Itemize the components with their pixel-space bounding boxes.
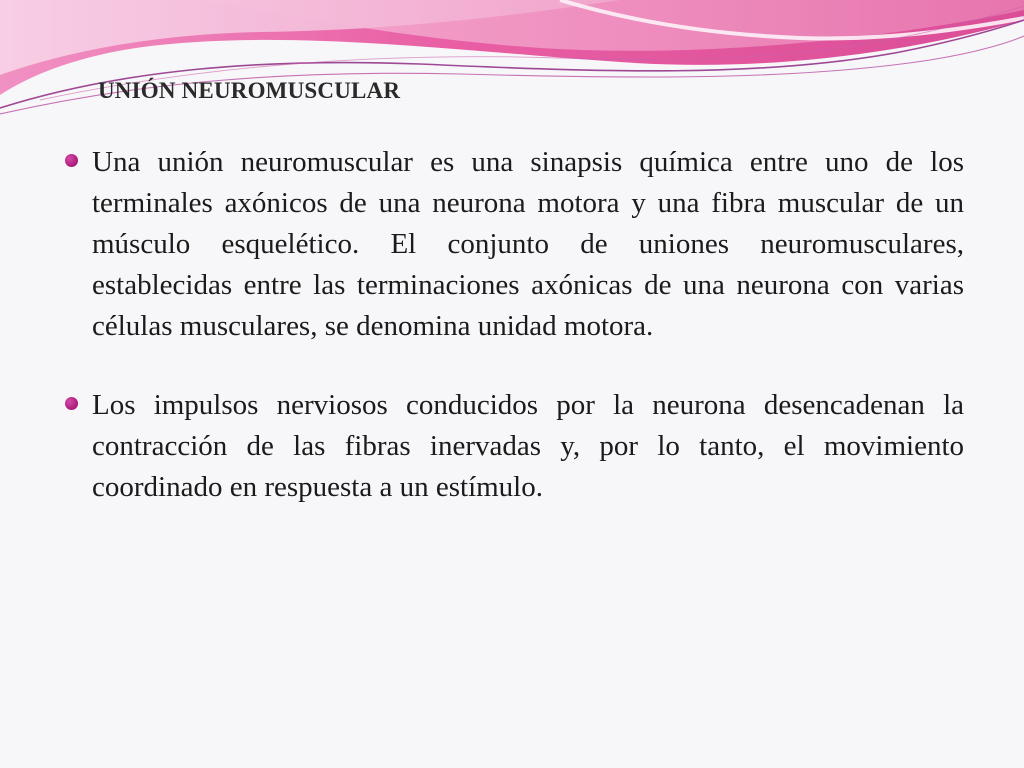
bullet-dot-icon xyxy=(65,397,78,410)
header-wave-decoration xyxy=(0,0,1024,130)
list-item xyxy=(62,385,964,508)
bullet-dot-icon xyxy=(65,154,78,167)
bullet-text: Los impulsos nerviosos conducidos por la neurona desencadenan la contracción de las fibras inervadas y, por lo tanto, el movimiento coordinado en respuesta a un estímulo. xyxy=(92,389,964,503)
bullet-list xyxy=(62,142,964,546)
bullet-text: Una unión neuromuscular es una sinapsis química entre uno de los terminales axónicos de una neurona motora y una fibra muscular de un músculo esquelético. El conjunto de uniones neuromusculares, establecidas entre las terminaciones axónicas de una neurona con varias células musculares, se denomina unidad motora. xyxy=(92,146,964,342)
slide-title: UNIÓN NEUROMUSCULAR xyxy=(98,78,401,103)
list-item xyxy=(62,142,964,347)
